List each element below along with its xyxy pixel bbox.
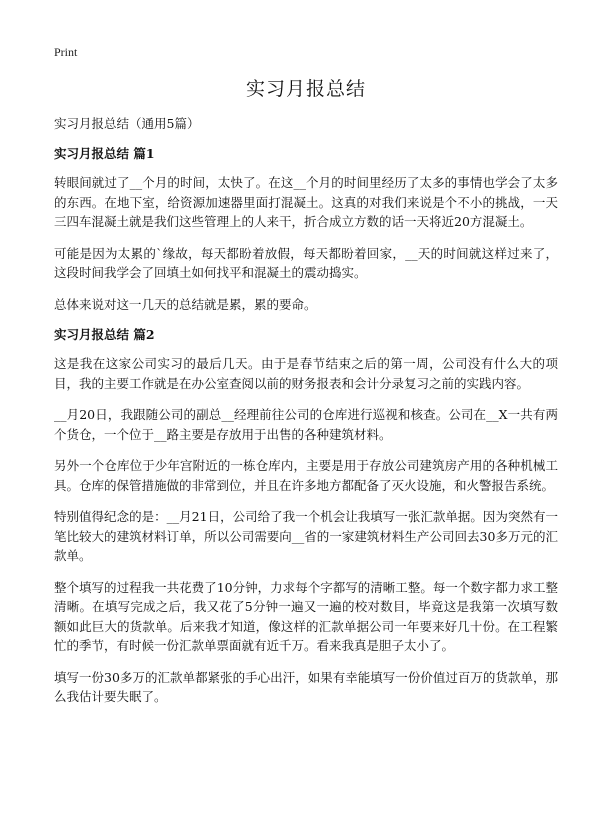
- paragraph: __月20日，我跟随公司的副总__经理前往公司的仓库进行巡视和核查。公司在__X一共有两个货仓，一个位于__路主要是存放用于出售的各种建筑材料。: [54, 407, 558, 442]
- paragraph: 特别值得纪念的是：__月21日，公司给了我一个机会让我填写一张汇款单据。因为突然有一笔比较大的建筑材料订单，所以公司需要向__省的一家建筑材料生产公司回去30多万元的汇款单。: [54, 509, 558, 563]
- document-title: 实习月报总结: [245, 78, 366, 100]
- paragraph: 这是我在这家公司实习的最后几天。由于是春节结束之后的第一周，公司没有什么大的项目，我的主要工作就是在办公室查阅以前的财务报表和会计分录复习之前的实践内容。: [54, 356, 558, 391]
- paragraph: 整个填写的过程我一共花费了10分钟，力求每个字都写的清晰工整。每一个数字都力求工整清晰。在填写完成之后，我又花了5分钟一遍又一遍的校对数目，毕竟这是我第一次填写数额如此巨大的货款单。后来我才知道，像这样的汇款单据公司一年要来好几十份。在工程繁忙的季节，有时候一份汇款单票面就有近千万。看来我真是胆子太小了。: [54, 579, 558, 653]
- document-subtitle: 实习月报总结（通用5篇）: [54, 116, 200, 131]
- paragraph: 总体来说对这一几天的总结就是累，累的要命。: [54, 296, 317, 312]
- section-heading-2: 实习月报总结 篇2: [54, 327, 155, 342]
- paragraph: 可能是因为太累的`缘故，每天都盼着放假，每天都盼着回家，__天的时间就这样过来了，这段时间我学会了回填土如何找平和混凝土的震动捣实。: [54, 245, 558, 280]
- paragraph: 转眼间就过了__个月的时间，太快了。在这__个月的时间里经历了太多的事情也学会了太多的东西。在地下室，给资源加速器里面打混凝土。这真的对我们来说是个不小的挑战，一天三四车混凝土就是我们这些管理上的人来干，折合成立方数的话一天将近20方混凝土。: [54, 175, 558, 229]
- print-link[interactable]: Print: [54, 45, 78, 59]
- paragraph: 填写一份30多万的汇款单都紧张的手心出汗，如果有幸能填写一份价值过百万的货款单，那么我估计要失眠了。: [54, 669, 558, 704]
- paragraph: 另外一个仓库位于少年宫附近的一栋仓库内，主要是用于存放公司建筑房产用的各种机械工具。仓库的保管措施做的非常到位，并且在许多地方都配备了灭火设施，和火警报告系统。: [54, 458, 558, 493]
- section-heading-1: 实习月报总结 篇1: [54, 146, 155, 161]
